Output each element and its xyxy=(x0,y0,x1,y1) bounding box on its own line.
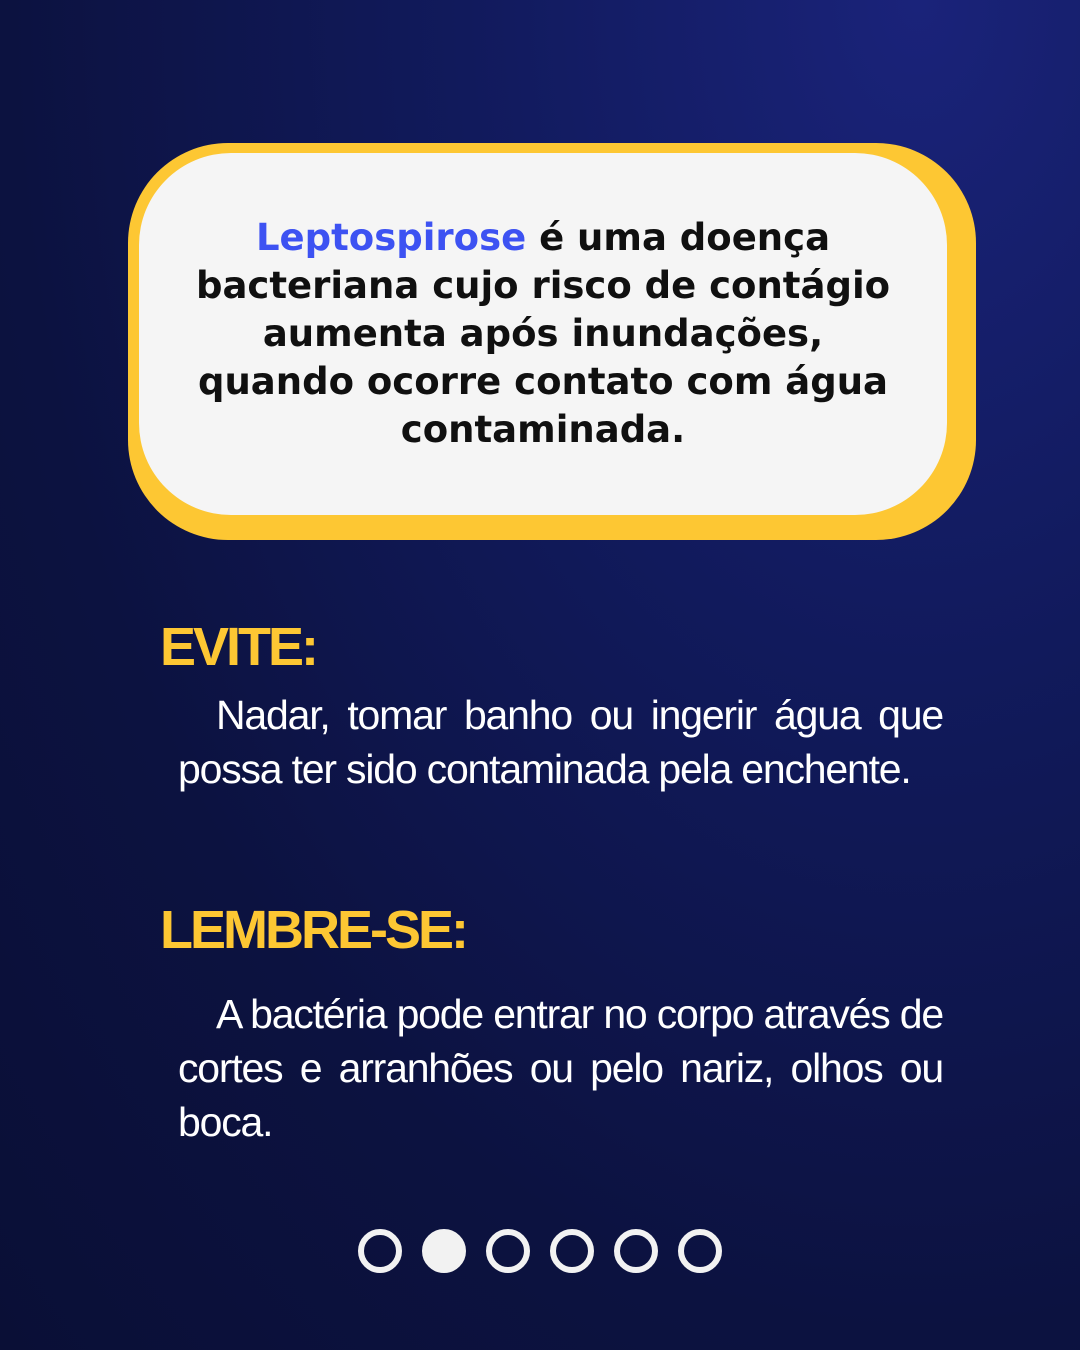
info-card xyxy=(128,143,976,540)
info-text xyxy=(179,214,907,454)
pagination-dot[interactable] xyxy=(614,1229,658,1273)
pagination-dot[interactable] xyxy=(550,1229,594,1273)
lembre-heading: LEMBRE-SE: xyxy=(160,900,466,960)
lembre-body: A bactéria pode entrar no corpo através de cortes e arranhões ou pelo nariz, olhos ou boca. xyxy=(178,991,943,1145)
info-card-inner xyxy=(139,153,947,515)
pagination-dot-active[interactable] xyxy=(422,1229,466,1273)
pagination-dots xyxy=(358,1229,722,1273)
pagination-dot[interactable] xyxy=(678,1229,722,1273)
pagination-dot[interactable] xyxy=(486,1229,530,1273)
evite-heading: EVITE: xyxy=(160,617,317,677)
highlight-term: Leptospirose xyxy=(255,216,527,259)
info-description: é uma doença bacteriana cujo risco de contágio aumenta após inundações, quando ocorre contato com água contaminada. xyxy=(195,216,891,451)
pagination-dot[interactable] xyxy=(358,1229,402,1273)
evite-body: Nadar, tomar banho ou ingerir água que possa ter sido contaminada pela enchente. xyxy=(178,692,943,792)
